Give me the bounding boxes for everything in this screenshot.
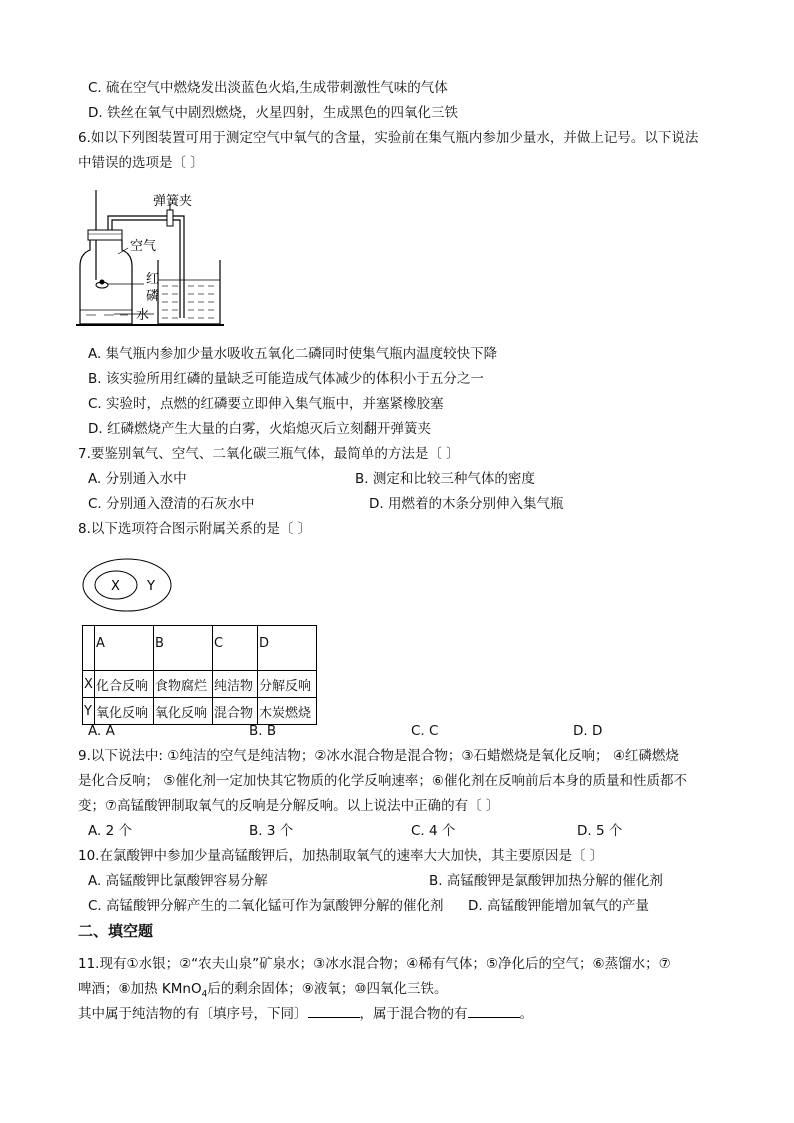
table-row — [83, 671, 317, 698]
q8-option-d: D. D — [573, 723, 603, 739]
q9-option-a: A. 2 个 — [88, 823, 132, 839]
label-red: 红 — [146, 272, 160, 287]
venn-outer-label: Y — [147, 579, 155, 594]
q9-stem-line1: 9.以下说法中: ①纯洁的空气是纯洁物；②冰水混合物是混合物；③石蜡燃烧是氧化反响； ④红磷燃烧 — [78, 748, 679, 764]
label-air: 空气 — [130, 239, 157, 254]
q7-option-a: A. 分别通入水中 — [88, 471, 187, 487]
table-cell: 化合反响 — [95, 671, 154, 698]
q11-line3-a: 其中属于纯洁物的有〔填序号，下同〕 — [78, 1006, 308, 1022]
q6-option-c: C. 实验时，点燃的红磷要立即伸入集气瓶中，并塞紧橡胶塞 — [88, 396, 444, 412]
table-cell: Y — [83, 698, 95, 725]
section-title-fill-in: 二、填空题 — [78, 922, 154, 940]
table-cell: 食物腐烂 — [154, 671, 213, 698]
q9-option-c: C. 4 个 — [411, 823, 456, 839]
table-cell: D — [258, 626, 317, 671]
q5-option-c: C. 硫在空气中燃烧发出淡蓝色火焰,生成带刺激性气味的气体 — [88, 80, 448, 96]
q7-option-c: C. 分别通入澄清的石灰水中 — [88, 496, 255, 512]
q11-line2-pre: 啤酒；⑧加热 KMnO — [78, 981, 202, 997]
q6-stem-line2: 中错误的选项是〔 〕 — [78, 155, 204, 171]
label-phosphorus: 磷 — [146, 289, 160, 304]
table-cell: 木炭燃烧 — [258, 698, 317, 725]
q11-line3 — [78, 1005, 533, 1023]
q8-option-c: C. C — [411, 723, 439, 739]
q11-line2 — [78, 980, 448, 1004]
table-cell: B — [154, 626, 213, 671]
table-cell: 分解反响 — [258, 671, 317, 698]
q10-stem: 10.在氯酸钾中参加少量高锰酸钾后，加热制取氧气的速率大大加快，其主要原因是〔 〕 — [78, 848, 604, 864]
venn-inner-label: X — [111, 579, 120, 594]
q6-option-b: B. 该实验所用红磷的量缺乏可能造成气体减少的体积小于五分之一 — [88, 371, 484, 387]
q8-stem: 8.以下选项符合图示附属关系的是〔 〕 — [78, 521, 312, 537]
q9-stem-line2: 是化合反响； ⑤催化剂一定加快其它物质的化学反响速率；⑥催化剂在反响前后本身的质量和性质都不 — [78, 773, 687, 789]
q11-subscript: 4 — [201, 989, 208, 1000]
q6-option-d: D. 红磷燃烧产生大量的白雾，火焰熄灭后立刻翻开弹簧夹 — [88, 421, 431, 437]
q11-line3-b: ，属于混合物的有 — [359, 1006, 468, 1022]
q11-line1: 11.现有①水银；②“农夫山泉”矿泉水；③冰水混合物；④稀有气体；⑤净化后的空气；⑥蒸馏水；⑦ — [78, 956, 671, 972]
table-row — [83, 626, 317, 671]
q5-option-d: D. 铁丝在氧气中剧烈燃烧，火星四射，生成黑色的四氧化三铁 — [88, 105, 458, 121]
q9-option-d: D. 5 个 — [577, 823, 623, 839]
q6-stem-line1: 6.如以下列图装置可用于测定空气中氧气的含量，实验前在集气瓶内参加少量水，并做上记号。以下说法 — [78, 130, 699, 146]
q6-option-a: A. 集气瓶内参加少量水吸收五氧化二磷同时使集气瓶内温度较快下降 — [88, 346, 498, 362]
q8-option-a: A. A — [88, 723, 115, 739]
q10-option-a: A. 高锰酸钾比氯酸钾容易分解 — [88, 873, 268, 889]
table-cell: A — [95, 626, 154, 671]
label-water: 水 — [136, 308, 150, 323]
table-cell: X — [83, 671, 95, 698]
q10-option-d: D. 高锰酸钾能增加氧气的产量 — [468, 898, 649, 914]
q7-stem: 7.要鉴别氧气、空气、二氧化碳三瓶气体，最简单的方法是〔 〕 — [78, 446, 460, 462]
q11-line3-c: 。 — [519, 1006, 533, 1022]
table-cell — [83, 626, 95, 671]
table-cell: C — [213, 626, 258, 671]
q9-option-b: B. 3 个 — [249, 823, 294, 839]
q8-option-b: B. B — [249, 723, 277, 739]
table-cell: 纯洁物 — [213, 671, 258, 698]
q7-option-d: D. 用燃着的木条分别伸入集气瓶 — [369, 496, 564, 512]
table-cell: 氧化反响 — [95, 698, 154, 725]
q10-option-b: B. 高锰酸钾是氯酸钾加热分解的催化剂 — [429, 873, 663, 889]
q11-line2-post: 后的剩余固体；⑨液氧；⑩四氧化三铁。 — [207, 981, 448, 997]
table-cell: 氧化反响 — [154, 698, 213, 725]
q8-table — [82, 625, 317, 725]
answer-blank-pure[interactable] — [308, 1005, 360, 1018]
q7-option-b: B. 测定和比较三种气体的密度 — [355, 471, 535, 487]
q6-apparatus-figure — [74, 188, 234, 330]
table-cell: 混合物 — [213, 698, 258, 725]
q9-stem-line3: 变；⑦高锰酸钾制取氧气的反响是分解反响。以上说法中正确的有〔 〕 — [78, 798, 500, 814]
q8-venn-diagram — [80, 555, 180, 615]
q10-option-c: C. 高锰酸钾分解产生的二氧化锰可作为氯酸钾分解的催化剂 — [88, 898, 444, 914]
answer-blank-mixture[interactable] — [468, 1005, 520, 1018]
table-row — [83, 698, 317, 725]
label-clamp: 弹簧夹 — [153, 194, 193, 209]
